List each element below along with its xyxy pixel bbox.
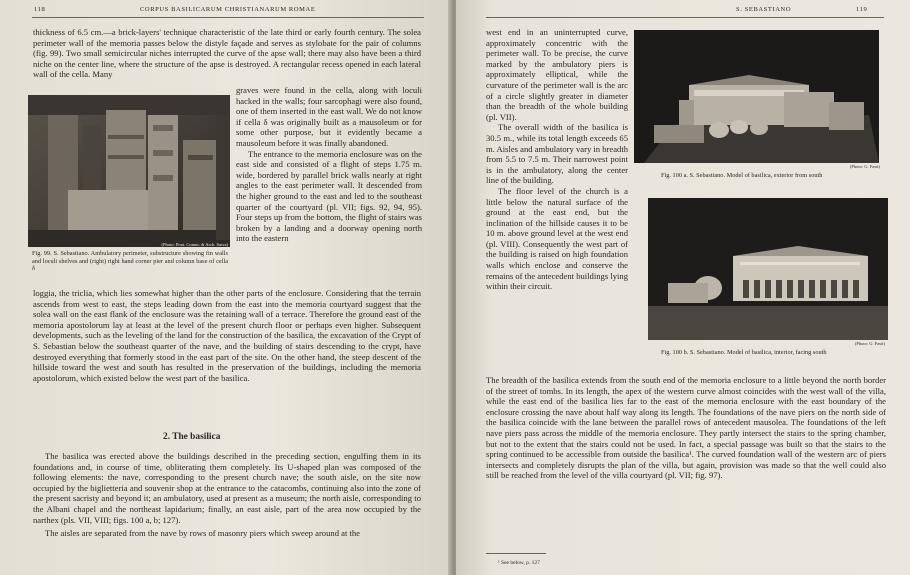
figure-99-caption: Fig. 99. S. Sebastiano. Ambulatory perimeter, substructure showing fin walls and loculi shelves and (right) right hand corner pier and column base of cella δ (32, 250, 228, 273)
footnote: ¹ See below, p. 127 (498, 560, 540, 566)
catacomb-substructure-image (28, 95, 230, 247)
section-heading: 2. The basilica (163, 432, 221, 442)
figure-99-photo (28, 95, 230, 247)
basilica-model-exterior-image (634, 30, 879, 163)
figure-100b-photo (648, 198, 888, 340)
header-rule-left (32, 17, 424, 18)
figure-100b-caption: Fig. 100 b. S. Sebastiano. Model of basilica, interior, facing south (661, 349, 827, 356)
running-head-left: CORPUS BASILICARUM CHRISTIANARUM ROMAE (140, 6, 316, 13)
basilica-model-interior-image (648, 198, 888, 340)
page-number-right: 119 (856, 6, 868, 13)
body-paragraph-top: thickness of 6.5 cm.—a brick-layers' technique characteristic of the late third or early fourth century. The solea perimeter wall of the memoria passes below the distyle façade and serves as stylobate for the pair of columns (fig. 99). Two small semicircular niches interrupted the curve of the apse wall; there may also have been a third niche on the center line, where the structure of the apse is destroyed. A rectangular recess opened in each lateral wall of the cella. Many (33, 27, 421, 80)
body-paragraph-full: loggia, the triclia, which lies somewhat higher than the other parts of the enclosure. Considering that the terrain ascends from west to east, the steps leading down from the east into the memoria courtyard suggest that the solea wall on the east flank of the enclosure was the retaining wall of a terrace. Therefore the ground east of the memoria apostolorum lay at least at the level of the present church floor or perhaps even higher. Subsequent developments, such as the leveling of the land for the construction of the basilica, the excavation of the Crypt of S. Sebastian below the southeast quarter of the nave, and the building of stairs descending to the crypt, have destroyed everything that formerly stood in the east part of the site. On the other hand, the steep descent of the hillside toward the west and south has resulted in the preservation of the buildings, including the memoria apostolorum, which existed below the west part of the basilica. (33, 288, 421, 383)
body-paragraph-basilica: The basilica was erected above the buildings described in the preceding section, engulfing them in its foundations and, in course of time, obliterating them completely. Its U-shaped plan was composed of the following elements: the nave, corresponding to the present church nave; the south aisle, on the site now occupied by the biglietteria and souvenir shop at the entrance to the catacombs, continuing also into the zone of the present sacristy and beyond it; an ambulatory, used at present as a museum; the north aisle, corresponding to the Albani chapel and the northeast lapidarium; finally, an east aisle, part of the area now occupied by the narthex (pls. VII, VIII; figs. 100 a, b; 127). The aisles are separated from the nave by rows of masonry piers which sweep around at the (33, 451, 421, 539)
full-width-paragraph: The breadth of the basilica extends from the south end of the memoria enclosure to a little beyond the north border of the street of tombs. In its length, the apex of the western curve almost coincides with the west wall of the villa, while the east end of the basilica lies far to the east of the memoria enclosure with the east boundary of the enclosure crossing the nave about half way along its length. The foundations of the nave piers on the north side of the basilica coincide with the lane between the parallel rows of antecedent mausolea. The foundations of the left nave piers pass across the middle of the memoria enclosure. They partly intersect the stairs to the spring chamber, but not to the extent that the stairs could not be used. In fact, a special passage was built so that the stairs to the spring continued to be accessible from outside the basilica¹. The curved foundation wall of the western arc of piers intersects and completely disrupts the plan of the villa, but again, provision was made so that the well could also still be reached from the level of the villa courtyard (pl. VII; fig. 97). (486, 375, 886, 481)
column-text: west end in an uninterrupted curve, approximately concentric with the perimeter wall. To be precise, the curve marked by the ambulatory piers is approximately elliptical, while the curvature of the perimeter wall is the arc of a circle slightly greater in diameter than the breadth of the whole building (pl. VII). The overall width of the basilica is 30.5 m., while its total length exceeds 65 m. Aisles and ambulatory vary in breadth from 5.5 to 7.5 m. Their narrowest point is in the ambulatory, along the center line of the building. The floor level of the church is a little below the natural surface of the ground at the east end, but the inclination of the hillside causes it to be 10 m. above ground level at the west end (pl. VIII). Consequently the west part of the building is raised on high foundation walls which enclose and conserve the remains of the antecedent buildings lying within their circuit. (486, 27, 629, 292)
body-paragraph-side: graves were found in the cella, along with loculi hacked in the walls; four sarcophagi were also found, one of them inserted in the east wall. We do not know if cella δ was originally built as a mausoleum or for some other purpose, but it evidently became a mausoleum before it was finally abandoned. The entrance to the memoria enclosure was on the east side and consisted of a flight of steps 1.75 m. wide, bordered by parallel brick walls nearly at right angles to the east perimeter wall. It descended from the higher ground to the east and led to the southeast quarter of the courtyard (pl. VII; figs. 92, 94, 95). Four steps up from the bottom, the flight of stairs was broken by a landing and a doorway opening north into the eastern (236, 85, 422, 244)
right-page (456, 0, 910, 575)
running-head-right: S. SEBASTIANO (736, 6, 792, 13)
figure-100a-caption: Fig. 100 a. S. Sebastiano. Model of basilica, exterior from south (661, 172, 823, 179)
figure-99-credit: (Photo: Pont. Comm. di Arch. Sacra) (161, 242, 228, 247)
figure-100b-credit: (Photo: G. Fasti) (854, 341, 885, 346)
header-rule-right (486, 17, 884, 18)
left-page (0, 0, 452, 575)
figure-100a-photo (634, 30, 879, 163)
footnote-rule (486, 553, 546, 554)
figure-100a-credit: (Photo: G. Fasti) (849, 164, 880, 169)
page-number-left: 118 (34, 6, 46, 13)
